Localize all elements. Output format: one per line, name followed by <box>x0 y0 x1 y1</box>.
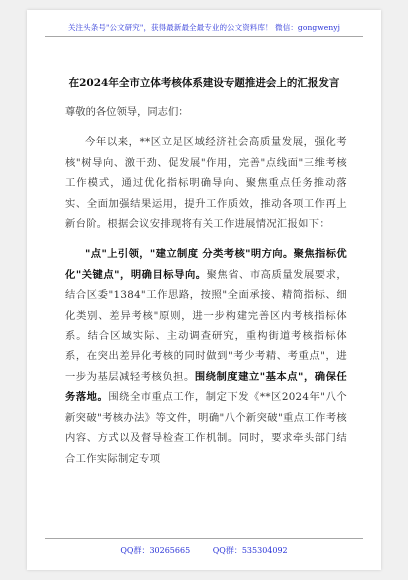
intro-paragraph: 今年以来，**区立足区域经济社会高质量发展，强化考核"树导向、激干劲、促发展"作用，完善"点线面"三维考核工作模式，通过优化指标明确导向、聚焦重点任务推动落实、全面加强结果运用，提升工作质效，推动各项工作再上新台阶。根据会议安排现将有关工作进展情况汇报如下： <box>65 136 347 231</box>
footer <box>27 545 381 556</box>
section2-text: 围绕全市重点工作，制定下发《**区2024年"八个新突破"考核办法》等文件，明确"八个新突破"重点工作考核内容、方式以及督导检查工作机制。同时，要求牵头部门结合工作实际制定专项 <box>65 391 347 465</box>
document-page <box>27 10 381 570</box>
document-body <box>65 102 347 469</box>
section-paragraph <box>65 244 347 468</box>
footer-divider <box>45 538 363 539</box>
header-divider <box>45 36 363 37</box>
section1-text: 聚焦省、市高质量发展要求，结合区委"1384"工作思路，按照"全面承接、精简指标、细化类别、差异考核"原则，进一步构建完善区内考核指标体系。结合区域实际、主动调查研究，重构街道考核指标体系，在突出差异化考核的同时做到"考少考精、考重点"，进一步为基层减轻考核负担。 <box>65 268 347 383</box>
section1-heading: "点"上引领，"建立制度 分类考核"明方向。聚焦指标优化"关键点"，明确目标导向。 <box>65 248 347 281</box>
footer-qq-group-2[interactable]: QQ群：535304092 <box>212 546 288 555</box>
document-title: 在2024年全市立体考核体系建设专题推进会上的汇报发言 <box>68 77 340 89</box>
header-banner[interactable]: 关注头条号"公文研究"，获得最新最全最专业的公文资料库！ 微信：gongwenyj <box>67 23 341 32</box>
greeting: 尊敬的各位领导，同志们： <box>65 106 189 118</box>
footer-qq-group-1[interactable]: QQ群：30265665 <box>120 546 191 555</box>
section2-heading: 围绕制度建立"基本点"，确保任务落地。 <box>65 370 347 404</box>
